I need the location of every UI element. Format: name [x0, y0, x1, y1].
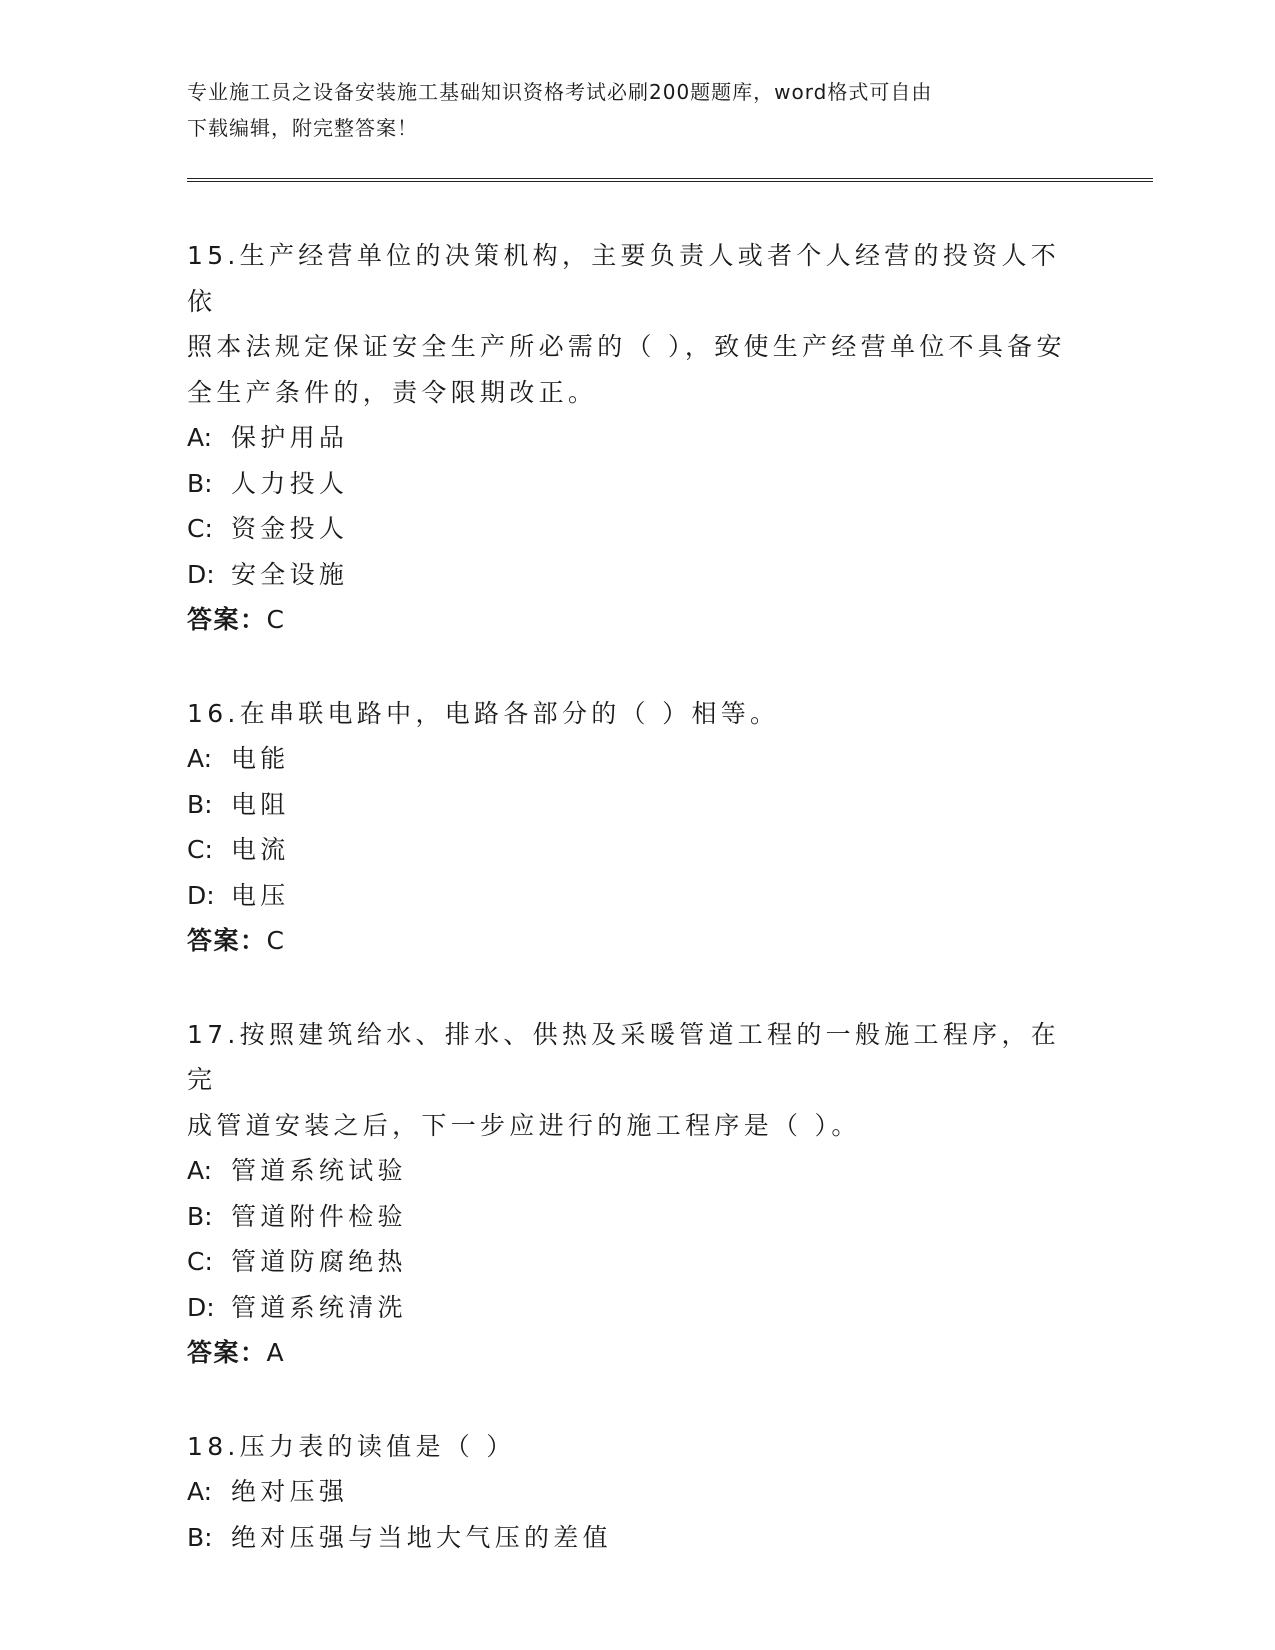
question-16 — [187, 691, 1087, 964]
option-key: B: — [187, 1201, 213, 1231]
answer-label: 答案： — [187, 926, 267, 955]
answer-value: A — [266, 1338, 286, 1367]
answer-label: 答案： — [187, 605, 267, 634]
option-c — [187, 1239, 1087, 1285]
question-17 — [187, 1012, 1087, 1376]
question-spacer — [187, 643, 1087, 691]
option-d — [187, 873, 1087, 919]
option-key: B: — [187, 1522, 213, 1552]
question-spacer — [187, 964, 1087, 1012]
option-b — [187, 1515, 1087, 1561]
option-b — [187, 1194, 1087, 1240]
option-key: C: — [187, 835, 213, 864]
option-key: C: — [187, 1247, 213, 1276]
option-key: A: — [187, 1477, 213, 1506]
question-stem-line: 15.生产经营单位的决策机构，主要负责人或者个人经营的投资人不依 — [187, 241, 1061, 316]
option-a — [187, 415, 1087, 461]
question-stem-line: 16.在串联电路中，电路各部分的（ ）相等。 — [187, 698, 780, 728]
question-list — [187, 233, 1087, 1560]
question-stem-line: 照本法规定保证安全生产所必需的（ ），致使生产经营单位不具备安 — [187, 332, 1066, 361]
question-spacer — [187, 1376, 1087, 1424]
question-15 — [187, 233, 1087, 643]
option-text: 电能 — [231, 744, 290, 773]
answer-label: 答案： — [187, 1338, 267, 1367]
option-text: 电阻 — [231, 789, 290, 819]
option-key: D: — [187, 559, 215, 589]
question-stem-line: 成管道安装之后，下一步应进行的施工程序是（ ）。 — [187, 1110, 861, 1140]
header-line-1: 专业施工员之设备安装施工基础知识资格考试必刷200题题库，word格式可自由 — [187, 80, 933, 104]
header-line-2: 下载编辑，附完整答案！ — [187, 116, 418, 140]
option-d — [187, 552, 1087, 598]
option-text: 保护用品 — [231, 423, 349, 452]
option-key: C: — [187, 514, 213, 543]
question-stem-line: 18.压力表的读值是（ ） — [187, 1431, 516, 1461]
option-c — [187, 827, 1087, 873]
option-text: 管道系统清洗 — [231, 1292, 407, 1322]
document-header — [187, 74, 1087, 146]
option-text: 电流 — [231, 835, 290, 864]
answer-line — [187, 1330, 1087, 1376]
option-b — [187, 782, 1087, 828]
option-text: 资金投人 — [231, 514, 349, 543]
option-a — [187, 1469, 1087, 1515]
option-key: A: — [187, 423, 213, 452]
question-stem-line: 全生产条件的，责令限期改正。 — [187, 377, 598, 407]
answer-line — [187, 918, 1087, 964]
answer-line — [187, 597, 1087, 643]
option-text: 管道系统试验 — [231, 1156, 407, 1185]
option-text: 管道附件检验 — [231, 1201, 407, 1231]
option-key: A: — [187, 744, 213, 773]
option-text: 绝对压强与当地大气压的差值 — [231, 1522, 612, 1552]
option-key: B: — [187, 789, 213, 819]
option-key: D: — [187, 1292, 215, 1322]
option-d — [187, 1285, 1087, 1331]
option-key: A: — [187, 1156, 213, 1185]
option-b — [187, 461, 1087, 507]
option-a — [187, 736, 1087, 782]
answer-value: C — [266, 926, 286, 955]
option-text: 人力投人 — [231, 468, 349, 498]
option-c — [187, 506, 1087, 552]
option-text: 绝对压强 — [231, 1477, 349, 1506]
answer-value: C — [266, 605, 286, 634]
question-stem-line: 17.按照建筑给水、排水、供热及采暖管道工程的一般施工程序，在完 — [187, 1019, 1061, 1094]
header-divider — [187, 178, 1153, 182]
option-text: 电压 — [231, 880, 290, 910]
option-text: 管道防腐绝热 — [231, 1247, 407, 1276]
option-key: B: — [187, 468, 213, 498]
option-key: D: — [187, 880, 215, 910]
question-18 — [187, 1424, 1087, 1561]
option-text: 安全设施 — [231, 559, 349, 589]
option-a — [187, 1148, 1087, 1194]
